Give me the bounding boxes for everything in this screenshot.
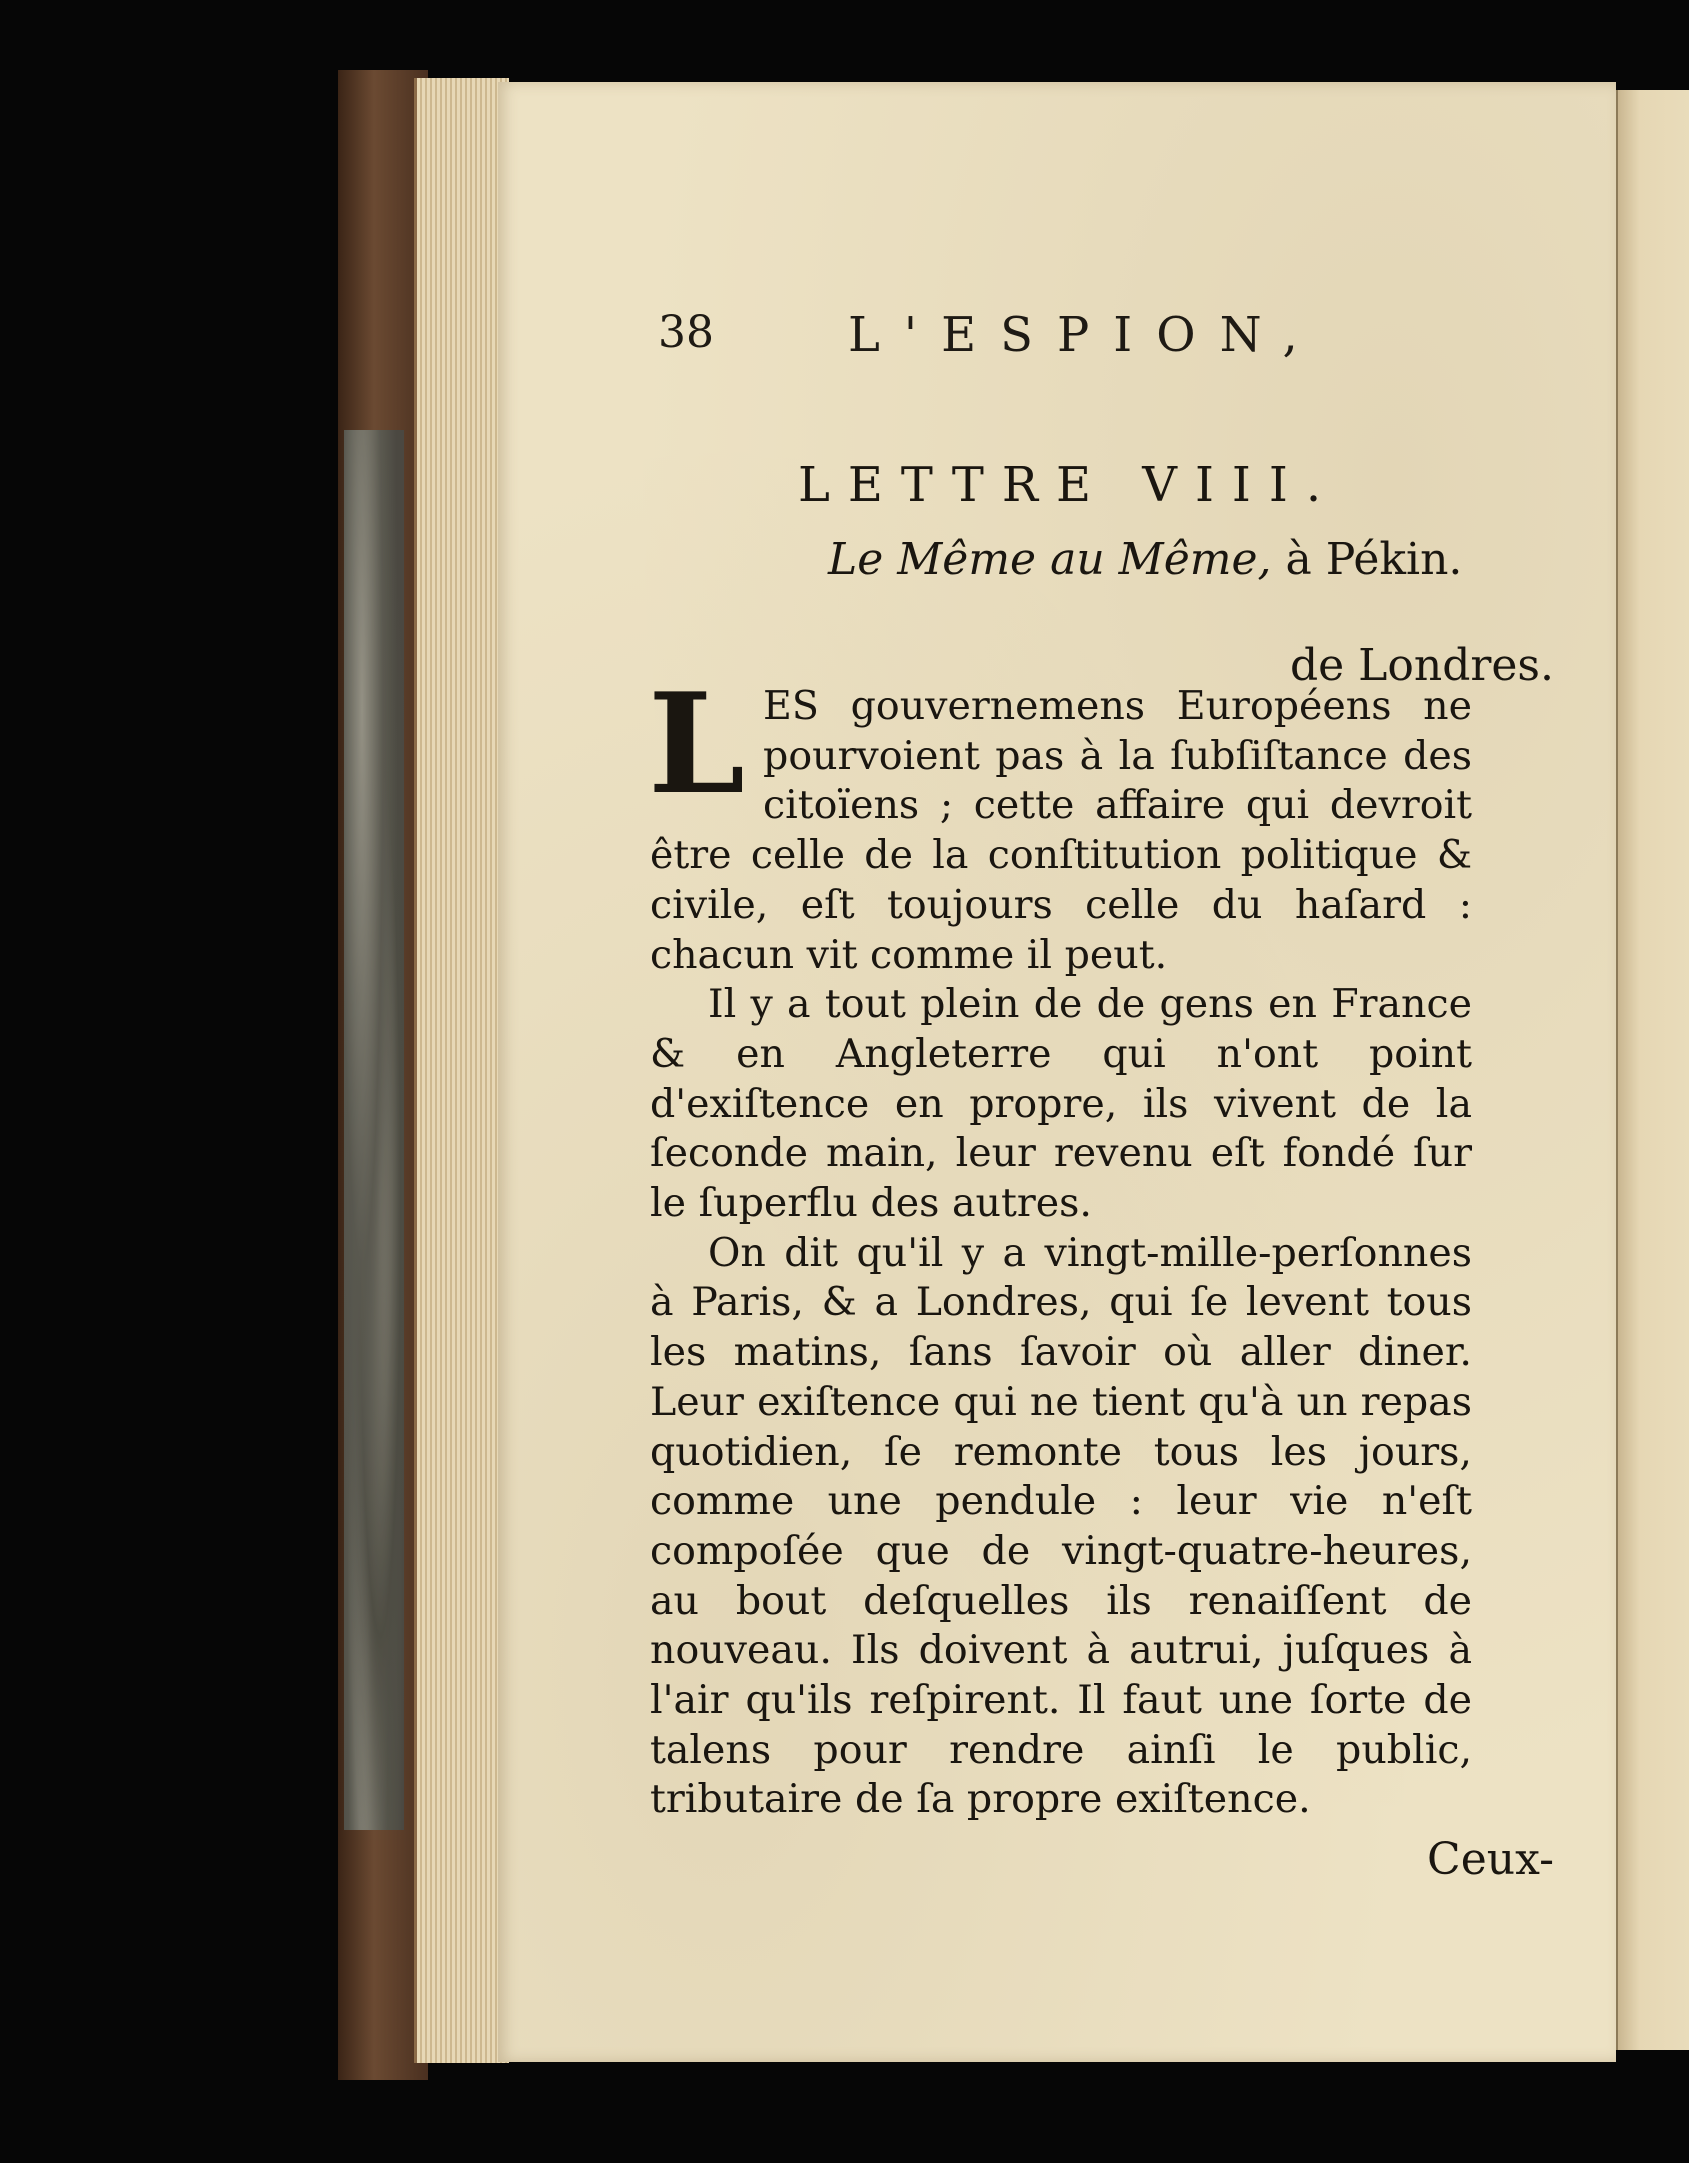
book <box>338 70 1689 2080</box>
letter-body <box>648 662 1472 1825</box>
catchword: Ceux- <box>1427 1834 1554 1885</box>
paragraph-2: Il y a tout plein de de gens en France & en Angleterre qui n'ont point d'exiſtence en propre, ils vivent de la ſeconde main, leur revenu eſt fondé ſur le ſuperflu des autres. <box>650 981 1472 1227</box>
book-page <box>498 82 1616 2062</box>
letter-title: LETTRE VIII. <box>798 457 1340 513</box>
page-edges <box>414 78 509 2063</box>
subtitle-italic: Le Même au Même, <box>828 534 1272 585</box>
paragraph-1 <box>648 662 1472 980</box>
page-header <box>498 307 1616 387</box>
page-number: 38 <box>658 307 714 358</box>
paragraph-1-text: ES gouvernemens Européens ne pourvoient pas à la ſubſiſtance des citoïens ; cette affaire qui devroit être celle de la conſtitution politique & civile, eſt toujours celle du haſard : chacun vit comme il peut. <box>650 683 1472 978</box>
facing-page-edge <box>1616 90 1689 2050</box>
letter-origin: de Londres. <box>1289 640 1554 691</box>
running-title: L'ESPION, <box>848 307 1322 363</box>
paragraph-3: On dit qu'il y a vingt-mille-perſonnes à Paris, & a Londres, qui ſe levent tous les matins, ſans ſavoir où aller diner. Leur exiſtence qui ne tient qu'à un repas quotidien, ſe remonte tous les jours, comme une pendule : leur vie n'eſt compoſée que de vingt-quatre-heures, au bout deſquelles ils renaiſſent de nouveau. Ils doivent à autrui, juſques à l'air qu'ils reſpirent. Il faut une ſorte de talens pour rendre ainſi le public, tributaire de ſa propre exiſtence. <box>650 1229 1472 1823</box>
subtitle-place: à Pékin. <box>1271 534 1463 585</box>
letter-subtitle <box>828 534 1462 585</box>
drop-cap: L <box>648 662 746 825</box>
